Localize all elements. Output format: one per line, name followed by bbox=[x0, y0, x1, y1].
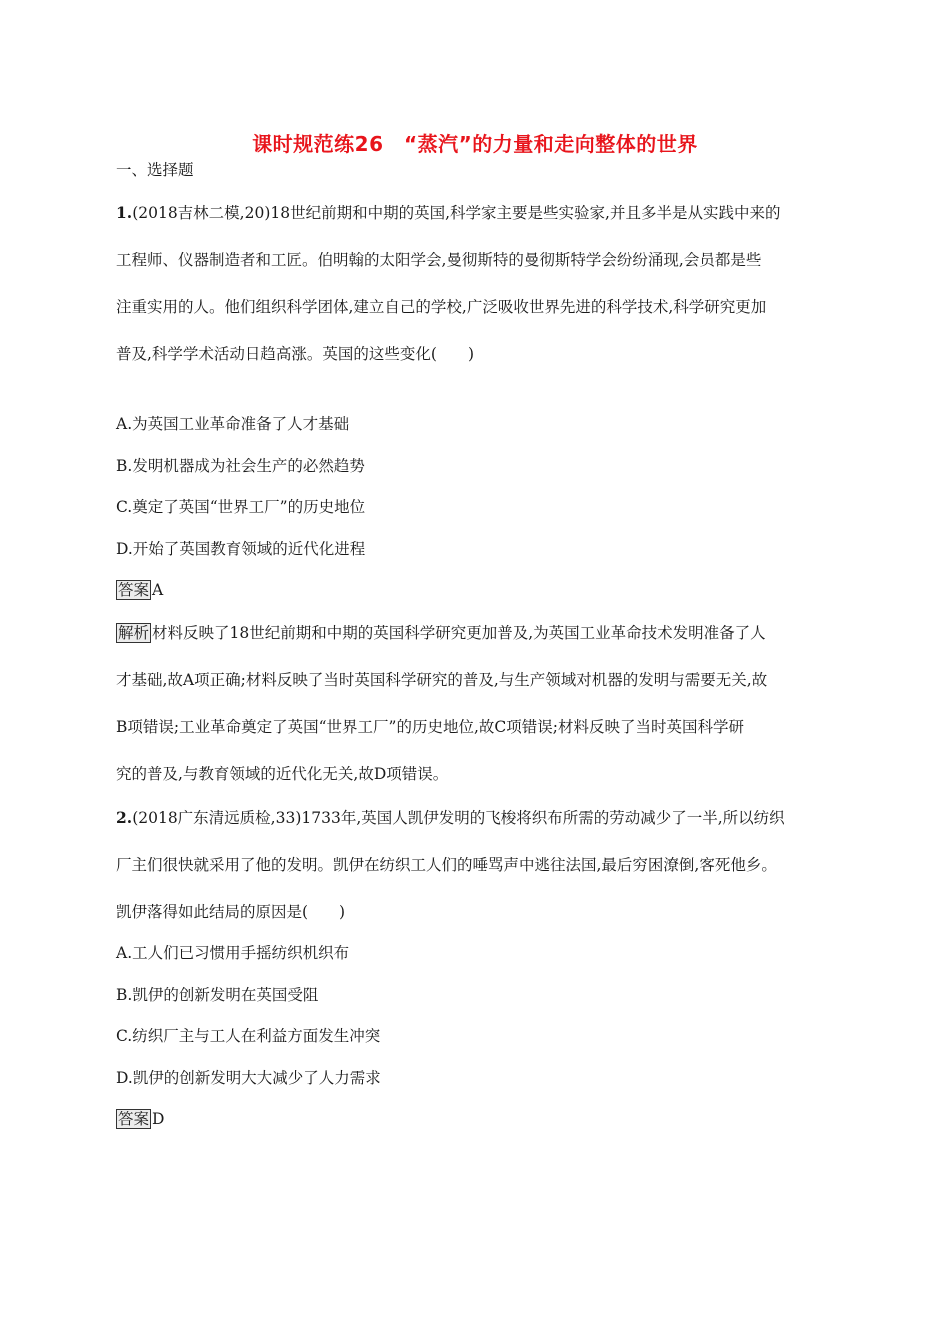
question-2-option-d: D.凯伊的创新发明大大减少了人力需求 bbox=[116, 1069, 381, 1087]
question-1-text-line: (2018吉林二模,20)18世纪前期和中期的英国,科学家主要是些实验家,并且多半是从实践中来的 bbox=[132, 204, 781, 222]
analysis-text-line: 究的普及,与教育领域的近代化无关,故D项错误。 bbox=[116, 765, 449, 783]
question-1-text-line: 注重实用的人。他们组织科学团体,建立自己的学校,广泛吸收世界先进的科学技术,科学研究更加 bbox=[116, 298, 767, 316]
question-2-option-b: B.凯伊的创新发明在英国受阻 bbox=[116, 986, 319, 1004]
section-heading: 一、选择题 bbox=[116, 161, 194, 179]
answer-value: D bbox=[152, 1110, 165, 1128]
analysis-label-box: 解析 bbox=[118, 624, 150, 642]
question-1-line-1 bbox=[116, 203, 780, 223]
page-title: 课时规范练26 “蒸汽”的力量和走向整体的世界 bbox=[252, 132, 698, 156]
question-1-option-a: A.为英国工业革命准备了人才基础 bbox=[116, 415, 350, 433]
analysis-text-line: 才基础,故A项正确;材料反映了当时英国科学研究的普及,与生产领域对机器的发明与需要无关,故 bbox=[116, 671, 768, 689]
answer-label-box: 答案 bbox=[118, 1110, 150, 1128]
question-1-analysis bbox=[116, 623, 766, 643]
question-2-option-c: C.纺织厂主与工人在利益方面发生冲突 bbox=[116, 1027, 381, 1045]
analysis-text-line: B项错误;工业革命奠定了英国“世界工厂”的历史地位,故C项错误;材料反映了当时英国科学研 bbox=[116, 718, 744, 736]
question-2-number: 2. bbox=[116, 808, 133, 827]
analysis-text-line: 材料反映了18世纪前期和中期的英国科学研究更加普及,为英国工业革命技术发明准备了人 bbox=[152, 624, 766, 642]
question-1-option-b: B.发明机器成为社会生产的必然趋势 bbox=[116, 457, 365, 475]
question-1-option-d: D.开始了英国教育领域的近代化进程 bbox=[116, 540, 366, 558]
question-1-text-line: 工程师、仪器制造者和工匠。伯明翰的太阳学会,曼彻斯特的曼彻斯特学会纷纷涌现,会员都是些 bbox=[116, 251, 762, 269]
question-2-text-line: 厂主们很快就采用了他的发明。凯伊在纺织工人们的唾骂声中逃往法国,最后穷困潦倒,客死他乡。 bbox=[116, 856, 777, 874]
question-2-line-1 bbox=[116, 808, 785, 828]
answer-label-box: 答案 bbox=[118, 581, 150, 599]
question-2-text-line: (2018广东清远质检,33)1733年,英国人凯伊发明的飞梭将织布所需的劳动减少了一半,所以纺织 bbox=[132, 809, 785, 827]
question-1-answer bbox=[116, 580, 163, 600]
question-2-option-a: A.工人们已习惯用手摇纺织机织布 bbox=[116, 944, 350, 962]
question-1-option-c: C.奠定了英国“世界工厂”的历史地位 bbox=[116, 498, 366, 516]
question-1-text-line: 普及,科学学术活动日趋高涨。英国的这些变化( ) bbox=[116, 345, 475, 363]
question-1-number: 1. bbox=[116, 203, 133, 222]
answer-value: A bbox=[152, 581, 164, 599]
question-2-answer bbox=[116, 1109, 164, 1129]
question-2-text-line: 凯伊落得如此结局的原因是( ) bbox=[116, 903, 346, 921]
